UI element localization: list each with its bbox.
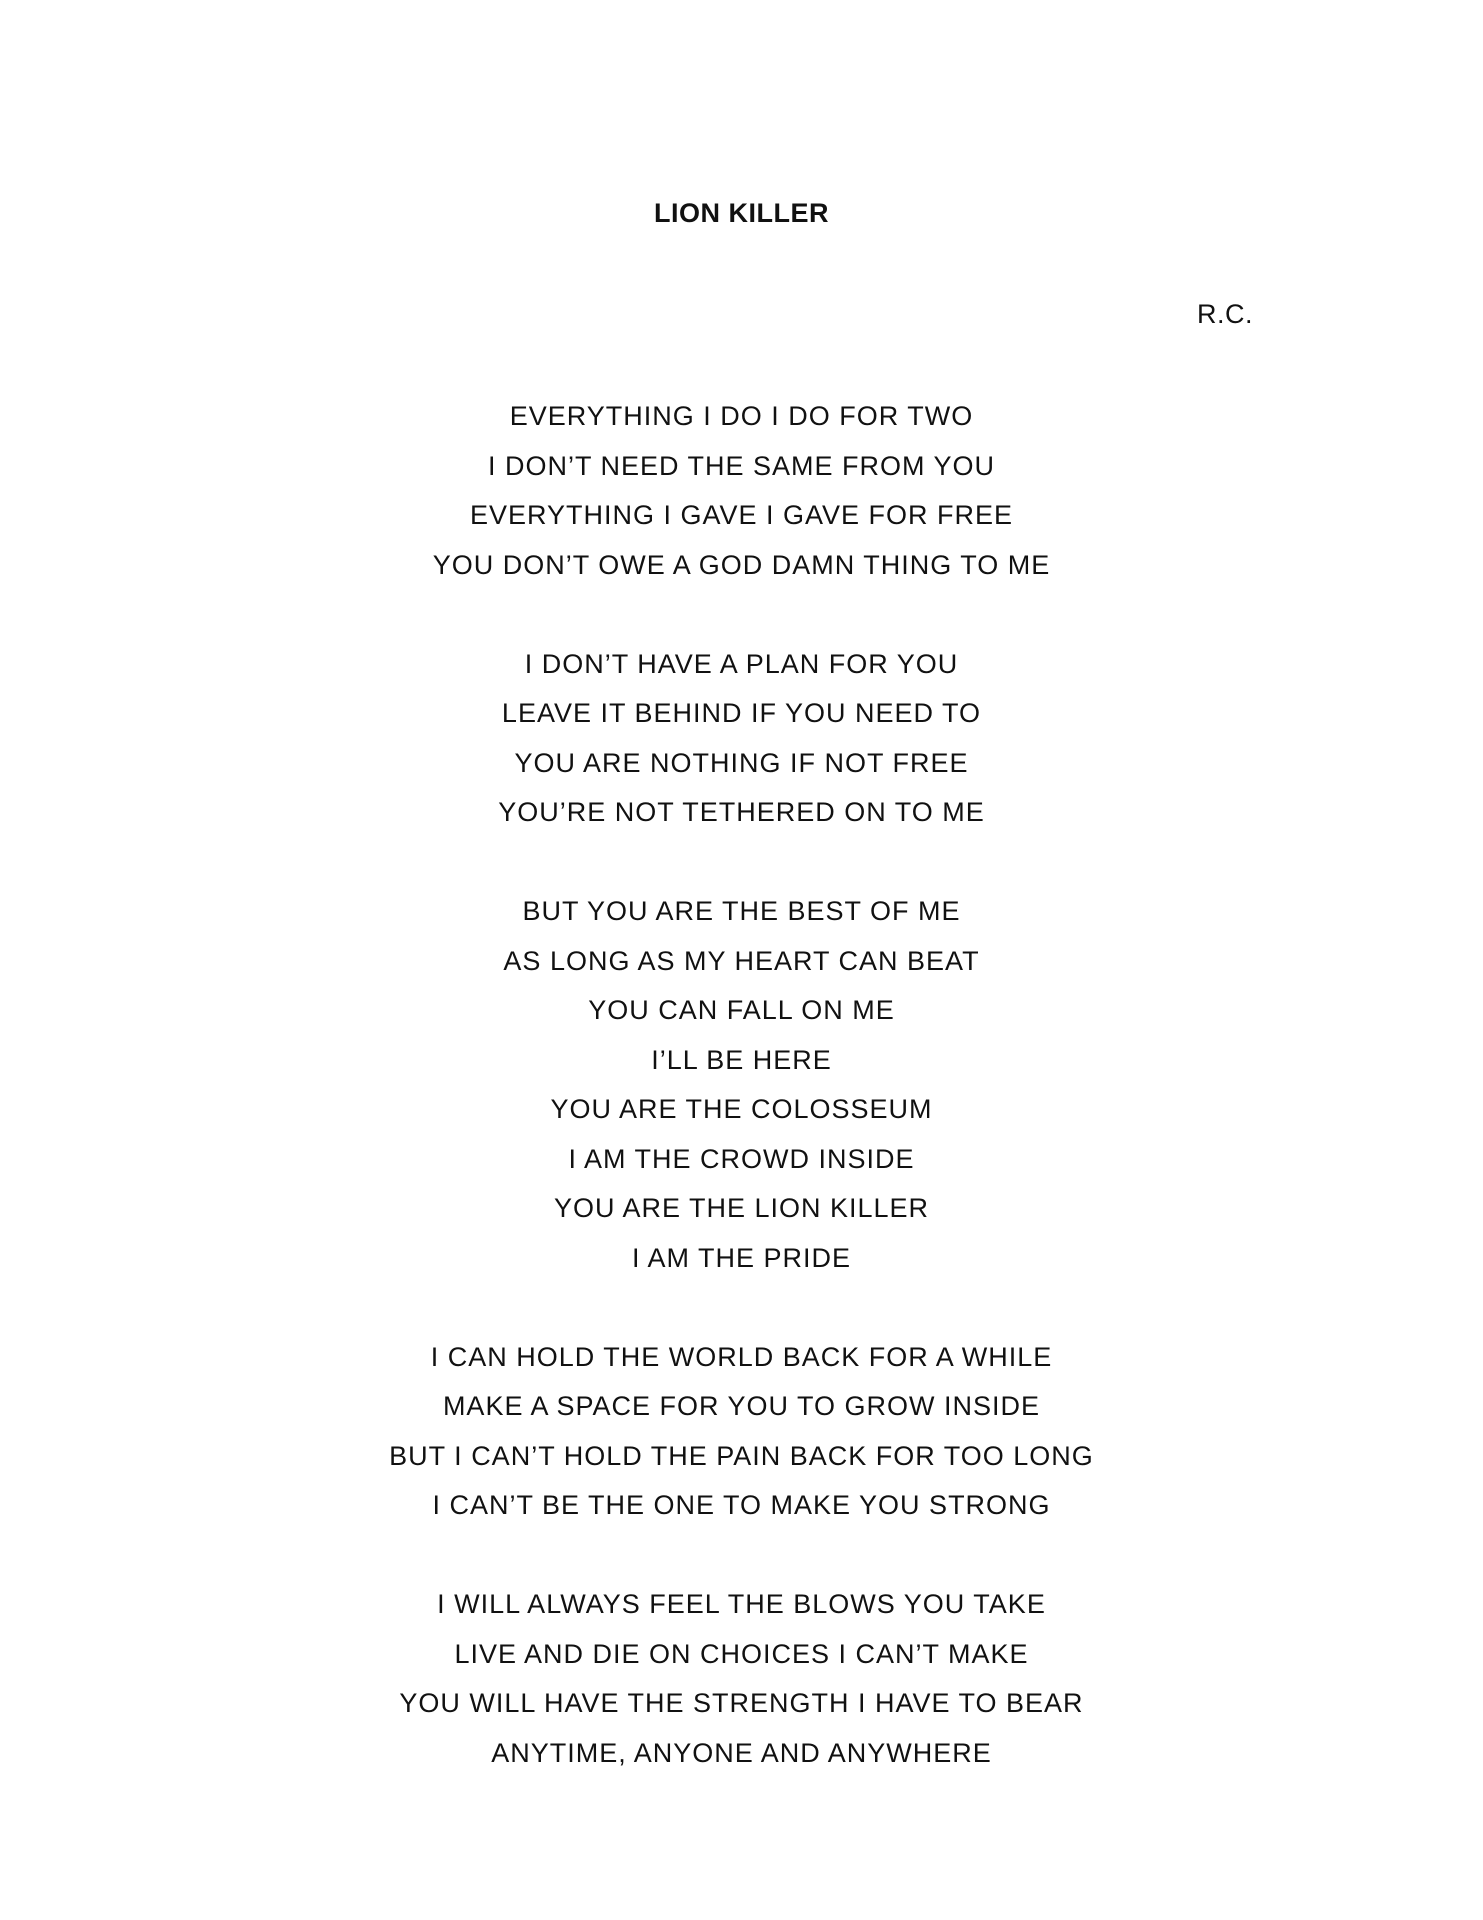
poem-title: LION KILLER xyxy=(654,198,829,228)
poem-line: AS LONG AS MY HEART CAN BEAT xyxy=(503,945,980,976)
poem-line: LIVE AND DIE ON CHOICES I CAN’T MAKE xyxy=(454,1638,1029,1669)
poem-line: YOU ARE NOTHING IF NOT FREE xyxy=(514,747,969,778)
poem-line: YOU ARE THE COLOSSEUM xyxy=(550,1094,933,1124)
poem-line: YOU WILL HAVE THE STRENGTH I HAVE TO BEAR xyxy=(399,1688,1084,1718)
poem-line: EVERYTHING I GAVE I GAVE FOR FREE xyxy=(469,500,1014,530)
poem-line: I CAN HOLD THE WORLD BACK FOR A WHILE xyxy=(430,1341,1053,1372)
poem-line: I CAN’T BE THE ONE TO MAKE YOU STRONG xyxy=(432,1490,1051,1520)
poem-line: ANYTIME, ANYONE AND ANYWHERE xyxy=(491,1737,992,1768)
poem-line: I AM THE CROWD INSIDE xyxy=(568,1143,915,1174)
stanza xyxy=(0,398,1483,596)
poem-line: LEAVE IT BEHIND IF YOU NEED TO xyxy=(501,698,982,728)
stanza xyxy=(0,893,1483,1289)
poem-line: BUT YOU ARE THE BEST OF ME xyxy=(522,896,961,926)
poem-line: I AM THE PRIDE xyxy=(631,1242,852,1273)
poem-body xyxy=(0,398,1483,1834)
poem-line: I DON’T HAVE A PLAN FOR YOU xyxy=(524,648,959,679)
poem-line: I DON’T NEED THE SAME FROM YOU xyxy=(487,450,996,481)
poem-line: YOU DON’T OWE A GOD DAMN THING TO ME xyxy=(432,549,1051,580)
poem-line: I WILL ALWAYS FEEL THE BLOWS YOU TAKE xyxy=(437,1589,1046,1619)
poem-author: R.C. xyxy=(1197,299,1253,329)
stanza xyxy=(0,1586,1483,1784)
poem-line: EVERYTHING I DO I DO FOR TWO xyxy=(509,401,974,431)
poem-line: BUT I CAN’T HOLD THE PAIN BACK FOR TOO LONG xyxy=(389,1440,1094,1471)
poem-line: MAKE A SPACE FOR YOU TO GROW INSIDE xyxy=(442,1391,1041,1421)
poem-line: YOU ARE THE LION KILLER xyxy=(553,1193,930,1223)
poem-line: YOU’RE NOT TETHERED ON TO ME xyxy=(498,797,985,827)
poem-line: I’LL BE HERE xyxy=(651,1044,832,1075)
stanza xyxy=(0,1339,1483,1537)
poem-line: YOU CAN FALL ON ME xyxy=(588,995,895,1025)
stanza xyxy=(0,646,1483,844)
